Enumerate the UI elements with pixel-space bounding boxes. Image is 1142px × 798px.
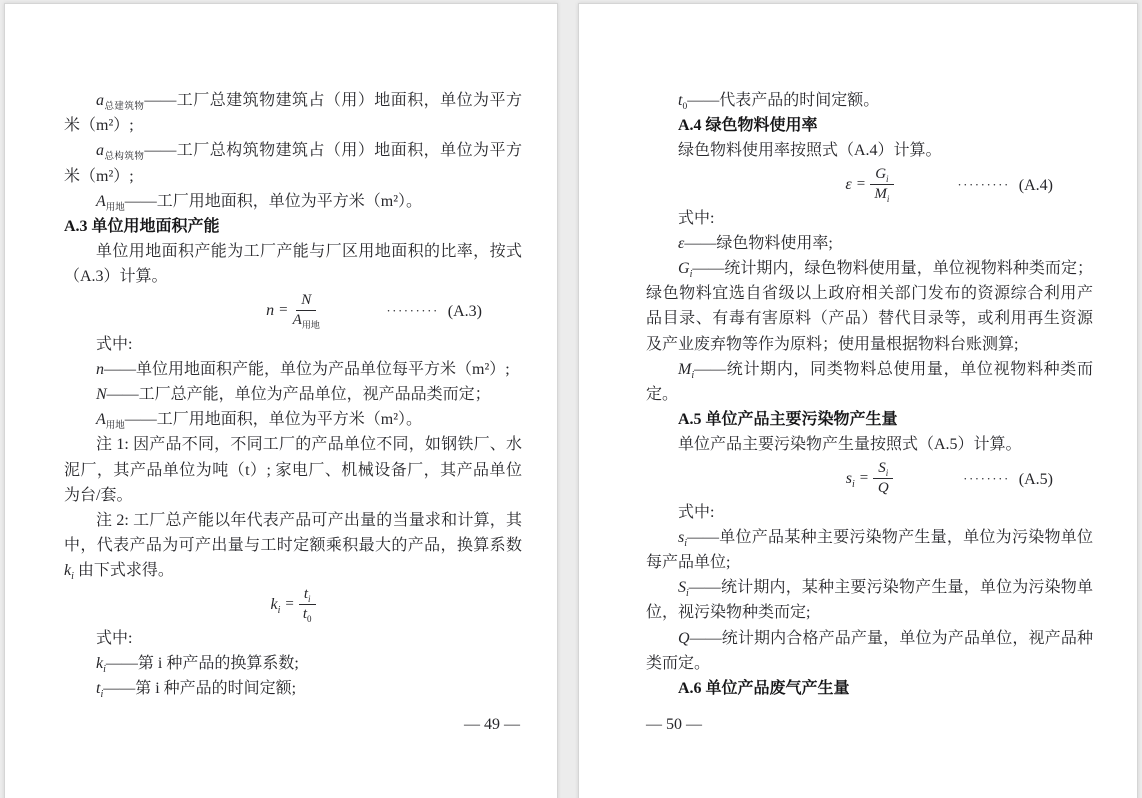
variable: t [302, 606, 307, 623]
subscript: i [684, 538, 688, 550]
equals-sign: = [859, 470, 869, 487]
paragraph: 绿色物料使用率按照式（A.4）计算。 [678, 142, 942, 160]
subscript: i [100, 689, 104, 701]
variable: M [678, 360, 692, 378]
fraction-numerator [870, 166, 893, 185]
subscript: i [686, 588, 689, 600]
formula-label: (A.5) [1018, 470, 1053, 488]
variable: t [96, 680, 101, 698]
variable: s [845, 470, 852, 488]
formula-label: (A.3) [447, 302, 482, 320]
paragraph: $a_{总构筑物}——$工厂总构筑物建筑占（用）地面积，单位为平方米（m²）; [64, 142, 522, 185]
paragraph: $G_i——$统计期内，绿色物料使用量，单位视物料种类而定；绿色物料宜选自省级以上政府相关部门发布的资源综合利用产品目录、有毒有害原料（产品）替代目录等，或利用再生资源及产业废弃物等作为原料；使用量根据物料台账测算; [646, 260, 1093, 353]
equals-sign: = [856, 176, 866, 192]
paragraph: $s_i——$单位产品某种主要污染物产生量，单位为污染物单位每产品单位; [646, 528, 1093, 572]
fraction-numerator [873, 460, 893, 479]
formula-tail [957, 172, 1053, 198]
page-right [578, 3, 1138, 798]
variable: A [96, 192, 106, 210]
paragraph: $S_i——$统计期内，某种主要污染物产生量，单位为污染物单位，视污染物种类而定; [646, 579, 1093, 622]
fraction [873, 460, 893, 497]
fraction-numerator [296, 292, 316, 311]
paragraph: Q——统计期内合格产品产量，单位为产品单位，视产品种类而定。 [646, 629, 1093, 672]
variable: S [678, 579, 686, 597]
variable: n [96, 360, 104, 378]
subscript: 总构筑物 [104, 152, 145, 163]
fraction-denominator [878, 479, 889, 497]
variable: a [96, 92, 104, 109]
subscript: i [885, 468, 889, 479]
section-heading: A.6 单位产品废气产生量 [678, 680, 850, 698]
subscript: i [886, 194, 890, 205]
variable: a [96, 142, 104, 160]
paragraph: $A_{用地}——$工厂用地面积，单位为平方米（m²）。 [96, 411, 423, 432]
variable: A [292, 312, 302, 329]
formula-dots: ········· [957, 176, 1010, 192]
formula-tail [386, 298, 482, 324]
equals-sign: = [285, 596, 294, 613]
paragraph: ε——绿色物料使用率; [678, 234, 833, 252]
page-number-left [464, 716, 520, 734]
paragraph: 式中: [96, 629, 133, 647]
formula-label: (A.4) [1018, 176, 1053, 194]
variable: ε [678, 234, 685, 252]
formula [646, 164, 1093, 206]
paragraph: 单位用地面积产能为工厂产能与厂区用地面积的比率，按式（A.3）计算。 [64, 243, 522, 286]
subscript: 总建筑物 [104, 102, 145, 113]
variable: Q [678, 629, 690, 647]
paragraph: 单位产品主要污染物产生量按照式（A.5）计算。 [678, 436, 1022, 454]
paragraph: 式中: [678, 209, 715, 227]
section-heading: A.5 单位产品主要污染物产生量 [678, 411, 898, 429]
formula [64, 584, 522, 626]
variable: N [301, 292, 312, 309]
variable: t [678, 92, 683, 109]
variable: M [874, 186, 887, 203]
subscript: 用地 [105, 421, 125, 432]
paragraph: $k_i——$第 i 种产品的换算系数; [96, 654, 299, 676]
subscript: i [851, 479, 855, 491]
fraction [870, 166, 893, 203]
variable: k [96, 654, 104, 672]
subscript: i [886, 174, 889, 185]
subscript: i [277, 605, 281, 617]
subscript: i [103, 664, 106, 676]
page-number-text: — 50 — [646, 716, 702, 733]
subscript: i [71, 571, 74, 583]
fraction-denominator [303, 605, 312, 623]
subscript: 用地 [105, 203, 125, 213]
variable: t [303, 586, 308, 603]
subscript: i [689, 269, 693, 281]
fraction [293, 292, 320, 329]
fraction [299, 586, 316, 623]
subscript: i [691, 370, 695, 382]
formula-lhs [270, 592, 280, 617]
formula-lhs [266, 298, 274, 323]
fraction-numerator [299, 586, 316, 605]
subscript: i [308, 594, 311, 605]
paragraph: 注 1: 因产品不同，不同工厂的产品单位不同，如钢铁厂、水泥厂，其产品单位为吨（t）; 家电厂、机械设备厂，其产品单位为台/套。 [64, 436, 522, 504]
paragraph: $t_0——$代表产品的时间定额。 [678, 92, 880, 113]
variable: S [878, 460, 886, 477]
variable: N [96, 386, 107, 404]
paragraph: 式中: [678, 503, 715, 521]
section-heading: A.3 单位用地面积产能 [64, 218, 220, 236]
variable: k [270, 596, 278, 614]
formula-lhs [845, 172, 851, 197]
paragraph: $t_i——$第 i 种产品的时间定额; [96, 680, 297, 701]
formula-expression [266, 292, 320, 329]
paragraph: $a_{总建筑物}——$工厂总建筑物建筑占（用）地面积，单位为平方米（m²）; [64, 92, 522, 135]
paragraph: 注 2: 工厂总产能以年代表产品可产出量的当量求和计算，其中，代表产品为可产出量与工时定额乘积最大的产品，换算系数 $k_i$ 由下式求得。 [64, 512, 522, 583]
fraction-denominator [874, 185, 889, 203]
subscript: 用地 [301, 320, 320, 331]
section-heading: A.4 绿色物料使用率 [678, 117, 818, 135]
formula-lhs [846, 466, 855, 491]
variable: n [266, 302, 275, 320]
formula-expression [845, 166, 893, 203]
variable: Q [877, 480, 889, 497]
paragraph: $A_{用地}——$工厂用地面积，单位为平方米（m²）。 [96, 192, 423, 213]
formula [64, 290, 522, 332]
formula [646, 458, 1093, 500]
equals-sign: = [279, 302, 288, 319]
page-right-content [646, 88, 1093, 701]
variable: k [64, 562, 72, 580]
paragraph: 式中: [96, 335, 133, 353]
formula-expression [846, 460, 894, 497]
fraction-denominator [293, 311, 320, 329]
subscript: 0 [682, 102, 688, 113]
page-number-right [646, 716, 702, 734]
variable: G [678, 260, 690, 278]
variable: A [96, 411, 106, 429]
paragraph: N——工厂总产能，单位为产品单位，视产品品类而定； [96, 386, 491, 404]
paragraph: n——单位用地面积产能，单位为产品单位每平方米（m²）; [96, 360, 510, 378]
variable: s [678, 528, 685, 546]
variable: G [875, 166, 887, 183]
formula-dots: ········ [963, 470, 1010, 486]
formula-tail [963, 466, 1053, 492]
formula-expression [270, 586, 315, 623]
paragraph: $M_i——$统计期内，同类物料总使用量，单位视物料种类而定。 [646, 360, 1093, 404]
page-number-text: — 49 — [464, 716, 520, 733]
page-left [4, 3, 558, 798]
page-left-content [64, 88, 522, 701]
formula-dots: ········· [386, 302, 439, 318]
variable: ε [845, 176, 852, 193]
subscript: 0 [307, 614, 312, 625]
